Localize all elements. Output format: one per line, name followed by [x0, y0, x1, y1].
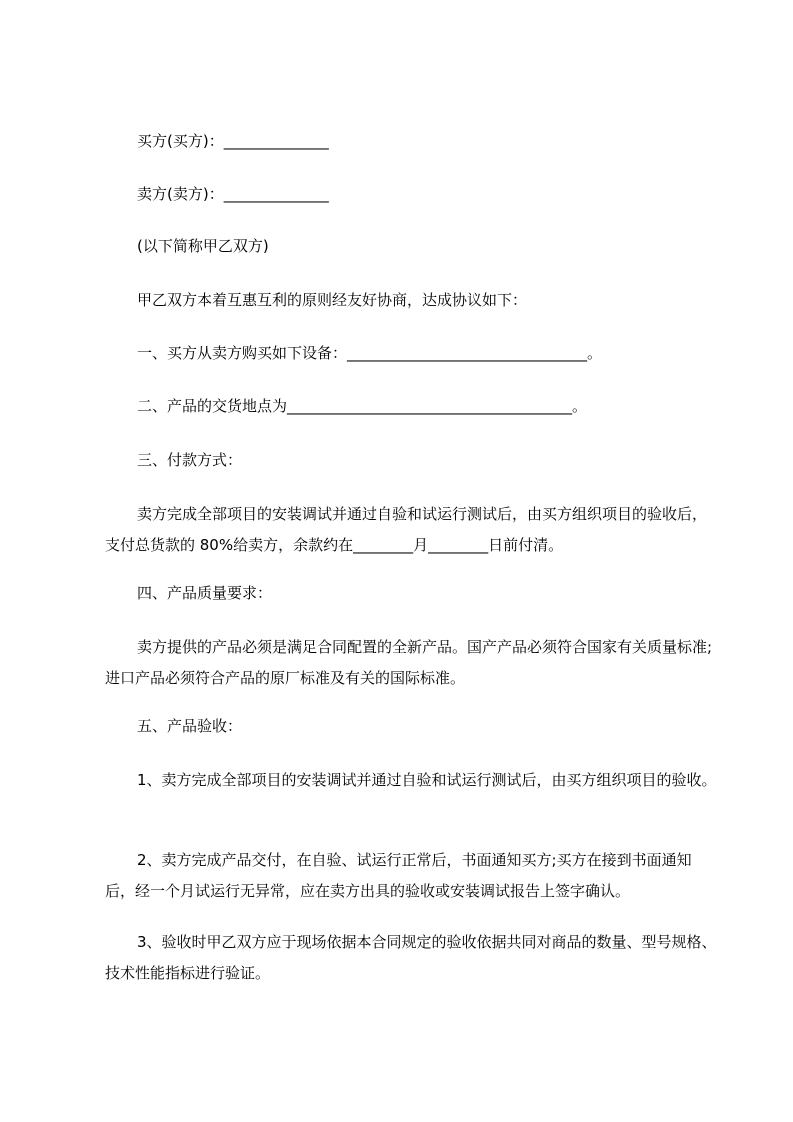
clause-1-text: 一、买方从卖方购买如下设备： [137, 344, 348, 362]
seller-line [105, 184, 705, 204]
seller-label: 卖方(卖方)： [137, 185, 224, 203]
clause-2 [105, 396, 705, 416]
buyer-blank: ______________ [223, 132, 329, 150]
clause-5-item-2: 2、卖方完成产品交付，在自验、试运行正常后，书面通知买方;买方在接到书面通知后，经一个月试运行无异常，应在卖方出具的验收或安装调试报告上签字确认。 [105, 851, 692, 900]
clause-2-text: 二、产品的交货地点为 [137, 397, 288, 415]
clause-1-end: 。 [587, 344, 603, 362]
clause-3-title [105, 450, 705, 470]
clause-4-title-text: 四、产品质量要求： [137, 584, 273, 602]
clause-2-blank: ______________________________________ [287, 397, 573, 415]
clause-4-title [105, 583, 705, 603]
buyer-label: 买方(买方)： [137, 132, 224, 150]
clause-5-item-3: 3、验收时甲乙双方应于现场依据本合同规定的验收依据共同对商品的数量、型号规格、技术性能指标进行验证。 [105, 933, 717, 982]
buyer-line [105, 131, 705, 151]
clause-5-item-1: 1、卖方完成全部项目的安装调试并通过自验和试运行测试后，由买方组织项目的验收。 [137, 771, 717, 789]
clause-4-body: 卖方提供的产品必须是满足合同配置的全新产品。国产产品必须符合国家有关质量标准;进口产品必须符合产品的原厂标准及有关的国际标准。 [105, 638, 713, 687]
clause-5-title [105, 716, 705, 736]
clause-2-end: 。 [572, 397, 588, 415]
abbreviation-line [105, 236, 705, 256]
clause-1-blank: ________________________________ [347, 344, 588, 362]
clause-1 [105, 343, 705, 363]
intro-text: 甲乙双方本着互惠互利的原则经友好协商，达成协议如下： [137, 291, 528, 309]
intro-line [105, 290, 705, 310]
clause-5-title-text: 五、产品验收： [137, 717, 243, 735]
clause-3-title-text: 三、付款方式： [137, 451, 243, 469]
clause-3-body: 卖方完成全部项目的安装调试并通过自验和试运行测试后，由买方组织项目的验收后，支付总货款的 80%给卖方，余款约在________月________日前付清。 [105, 505, 708, 554]
abbreviation-text: (以下简称甲乙双方) [137, 237, 269, 255]
seller-blank: ______________ [223, 185, 329, 203]
